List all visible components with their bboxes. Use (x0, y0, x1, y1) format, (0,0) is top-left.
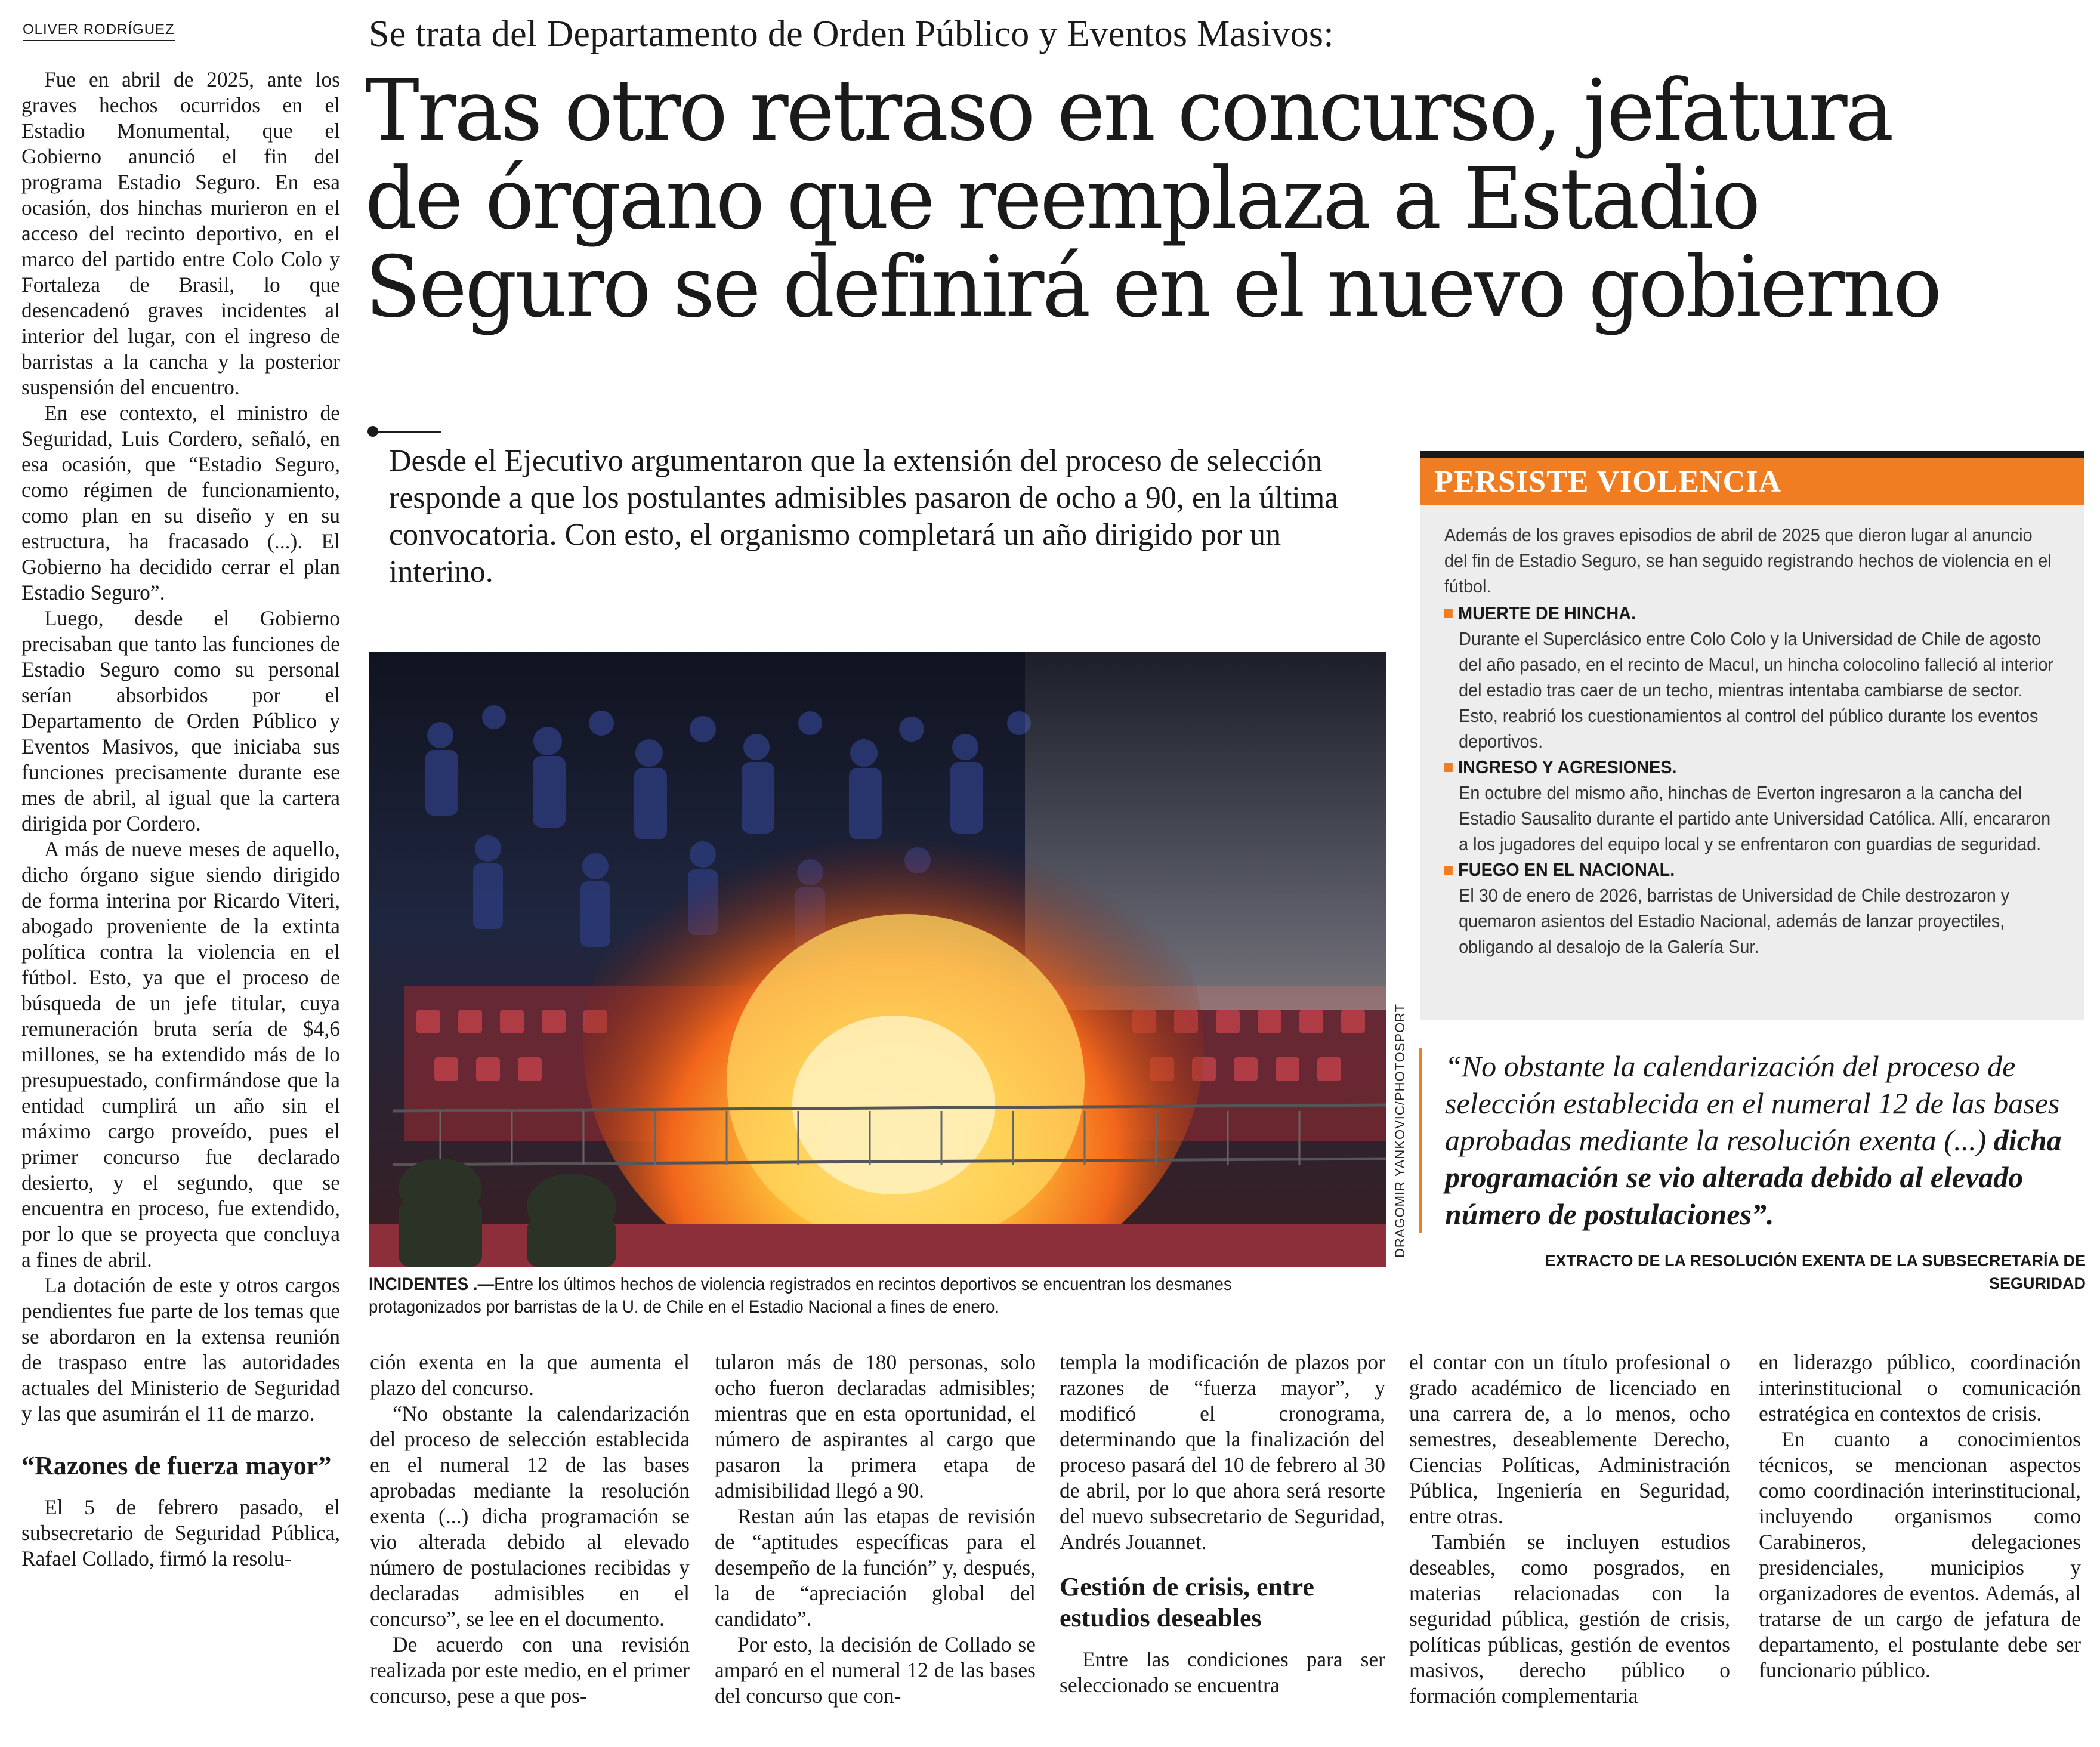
paragraph: La dotación de este y otros cargos pendientes fue parte de los temas que se abordaron en la extensa reunión de traspaso entre las autoridades actuales del Ministerio de Seguridad y las que asumirán el 11 de marzo. (21, 1273, 340, 1425)
subhead: “Razones de fuerza mayor” (21, 1451, 332, 1480)
sidebar-box (1420, 451, 2084, 1020)
paragraph: Por esto, la decisión de Collado se amparó en el numeral 12 de las bases del concurso que con- (715, 1632, 1036, 1708)
byline-block (23, 21, 175, 41)
paragraph: tularon más de 180 personas, solo ocho fueron declaradas admisibles; mientras que en esta oportunidad, el número de aspirantes al cargo que pasaron la primera etapa de admisibilidad llegó a 90. (715, 1350, 1036, 1502)
orange-square-icon (1444, 763, 1453, 772)
kicker: Se trata del Departamento de Orden Público y Eventos Masivos: (369, 14, 1334, 54)
sidebar-item (1444, 857, 2058, 959)
sidebar-item-head: INGRESO Y AGRESIONES. (1458, 757, 1677, 777)
sidebar-item-text: El 30 de enero de 2026, barristas de Universidad de Chile destrozaron y quemaron asientos del Estadio Nacional, además de lanzar proyectiles, obligando al desalojo de la Galería Sur. (1459, 885, 2010, 957)
caption-text: Entre los últimos hechos de violencia registrados en recintos deportivos se encuentran los desmanes protagonizados por barristas de la U. de Chile en el Estadio Nacional a fines de enero. (369, 1274, 1232, 1317)
quote-text: “No obstante la calendarización del proceso de selección establecida en el numeral 12 de las bases aprobadas mediante la resolución exenta (...) (1445, 1050, 2060, 1157)
paragraph: También se incluyen estudios deseables, como posgrados, en materias relacionadas con la seguridad pública, gestión de crisis, políticas públicas, gestión de eventos masivos, derecho público o formación complementaria (1409, 1530, 1730, 1708)
headline-line-3: Seguro se definirá en el nuevo gobierno (365, 238, 1940, 337)
headline (365, 61, 2026, 337)
paragraph: ción exenta en la que aumenta el plazo del concurso. (370, 1350, 690, 1400)
paragraph: Entre las condiciones para ser seleccionado se encuentra (1060, 1647, 1385, 1697)
paragraph: en liderazgo público, coordinación interinstitucional o comunicación estratégica en contextos de crisis. (1759, 1350, 2081, 1425)
sidebar-item-head: MUERTE DE HINCHA. (1458, 603, 1636, 624)
article-column-2 (370, 1350, 690, 1709)
stadium-fire-photo-icon (369, 652, 1386, 1267)
orange-square-icon (1444, 609, 1453, 618)
deck-rule-dot (368, 426, 378, 437)
article-column-1 (21, 67, 340, 1572)
paragraph: “No obstante la calendarización del proceso de selección establecida en el numeral 12 de las bases aprobadas mediante la resolución exenta (...) dicha programación se vio alterada debido al elevado número de postulaciones recibidas y declaradas admisibles en el concurso”, se lee en el documento. (370, 1402, 690, 1631)
sidebar-item-text: Durante el Superclásico entre Colo Colo y la Universidad de Chile de agosto del año pasado, en el recinto de Macul, un hincha colocolino falleció al interior del estadio tras caer de un techo, mientras intentaba cambiarse de sector. Esto, reabrió los cuestionamientos al control del público durante los eventos deportivos. (1459, 628, 2053, 752)
paragraph: templa la modificación de plazos por razones de “fuerza mayor”, y modificó el cronograma, determinando que la finalización del proceso pasará del 10 de febrero al 30 de abril, por lo que ahora será resorte del nuevo subsecretario de Seguridad, Andrés Jouannet. (1060, 1350, 1385, 1554)
sidebar-title: PERSISTE VIOLENCIA (1420, 451, 2084, 505)
paragraph: De acuerdo con una revisión realizada por este medio, en el primer concurso, pese a que pos- (370, 1632, 690, 1708)
article-column-6 (1759, 1350, 2081, 1683)
sidebar-intro: Además de los graves episodios de abril de 2025 que dieron lugar al anuncio del fin de Estadio Seguro, se han seguido registrando hechos de violencia en el fútbol. (1444, 524, 2052, 597)
article-column-5 (1409, 1350, 1730, 1709)
paragraph: El 5 de febrero pasado, el subsecretario de Seguridad Pública, Rafael Collado, firmó la resolu- (21, 1495, 340, 1570)
orange-square-icon (1444, 866, 1453, 875)
article-column-4 (1060, 1350, 1385, 1698)
paragraph: Fue en abril de 2025, ante los graves hechos ocurridos en el Estadio Monumental, que el Gobierno anunció el fin del programa Estadio Seguro. En esa ocasión, dos hinchas murieron en el acceso del recinto deportivo, en el marco del partido entre Colo Colo y Fortaleza de Brasil, lo que desencadenó graves incidentes al interior del lugar, con el ingreso de barristas a la cancha y la posterior suspensión del encuentro. (21, 67, 340, 399)
sidebar-item (1444, 754, 2058, 857)
subhead: Gestión de crisis, entre estudios deseables (1060, 1572, 1314, 1632)
quote-attribution: EXTRACTO DE LA RESOLUCIÓN EXENTA DE LA SUBSECRETARÍA DE SEGURIDAD (1545, 1252, 2086, 1292)
paragraph: Luego, desde el Gobierno precisaban que tanto las funciones de Estadio Seguro como su personal serían absorbidos por el Departamento de Orden Público y Eventos Masivos, que iniciaba sus funciones precisamente durante ese mes de abril, al igual que la cartera dirigida por Cordero. (21, 606, 340, 835)
photo-caption (369, 1273, 1305, 1319)
headline-line-2: de órgano que reemplaza a Estadio (365, 150, 1759, 248)
paragraph: En cuanto a conocimientos técnicos, se mencionan aspectos como coordinación interinstitucional, incluyendo organismos como Carabineros, delegaciones presidenciales, municipios y organizadores de eventos. Además, al tratarse de un cargo de jefatura de departamento, el postulante debe ser funcionario público. (1759, 1427, 2081, 1682)
sidebar-item (1444, 600, 2058, 754)
sidebar-body (1420, 505, 2082, 959)
pull-quote (1419, 1048, 2077, 1233)
quote-bold-text: dicha programación se vio alterada debido al elevado número de postulaciones”. (1445, 1123, 2062, 1231)
deck-rule (370, 431, 441, 433)
byline: OLIVER RODRÍGUEZ (23, 21, 175, 41)
paragraph: A más de nueve meses de aquello, dicho órgano sigue siendo dirigido de forma interina por Ricardo Viteri, abogado proveniente de la extinta política contra la violencia en el fútbol. Esto, ya que el proceso de búsqueda de un jefe titular, cuya remuneración bruta sería de $4,6 millones, se ha extendido más de lo presupuestado, confirmándose que la entidad cumplirá un año sin el máximo cargo proveído, pues el primer concurso fue declarado desierto, y el segundo, que se encuentra en proceso, fue extendido, por lo que se proyecta que concluya a fines de abril. (21, 837, 340, 1271)
sidebar-item-text: En octubre del mismo año, hinchas de Everton ingresaron a la cancha del Estadio Sausalito durante el partido ante Universidad Católica. Allí, encararon a los jugadores del equipo local y se enfrentaron con guardias de seguridad. (1459, 782, 2051, 854)
paragraph: Restan aún las etapas de revisión de “aptitudes específicas para el desempeño de la función” y, después, la de “apreciación global del candidato”. (715, 1504, 1036, 1631)
paragraph: En ese contexto, el ministro de Seguridad, Luis Cordero, señaló, en esa ocasión, que “Estadio Seguro, como régimen de funcionamiento, como plan en su diseño y en su estructura, ha fracasado (...). El Gobierno ha decidido cerrar el plan Estadio Seguro”. (21, 401, 340, 604)
headline-line-1: Tras otro retraso en concurso, jefatura (365, 61, 1892, 160)
news-photo (369, 652, 1386, 1267)
sidebar-item-head: FUEGO EN EL NACIONAL. (1458, 859, 1675, 880)
article-column-3 (715, 1350, 1036, 1709)
caption-lead: INCIDENTES .— (369, 1274, 495, 1294)
photo-credit: DRAGOMIR YANKOVIC/PHOTOSPORT (1392, 1003, 1407, 1258)
paragraph: el contar con un título profesional o grado académico de licenciado en una carrera de, a lo menos, ocho semestres, deseablemente Derecho, Ciencias Políticas, Administración Pública, Ingeniería en Seguridad, entre otras. (1409, 1350, 1730, 1528)
deck: Desde el Ejecutivo argumentaron que la extensión del proceso de selección responde a que los postulantes admisibles pasaron de ocho a 90, en la última convocatoria. Con esto, el organismo completará un año dirigido por un interino. (389, 444, 1339, 589)
